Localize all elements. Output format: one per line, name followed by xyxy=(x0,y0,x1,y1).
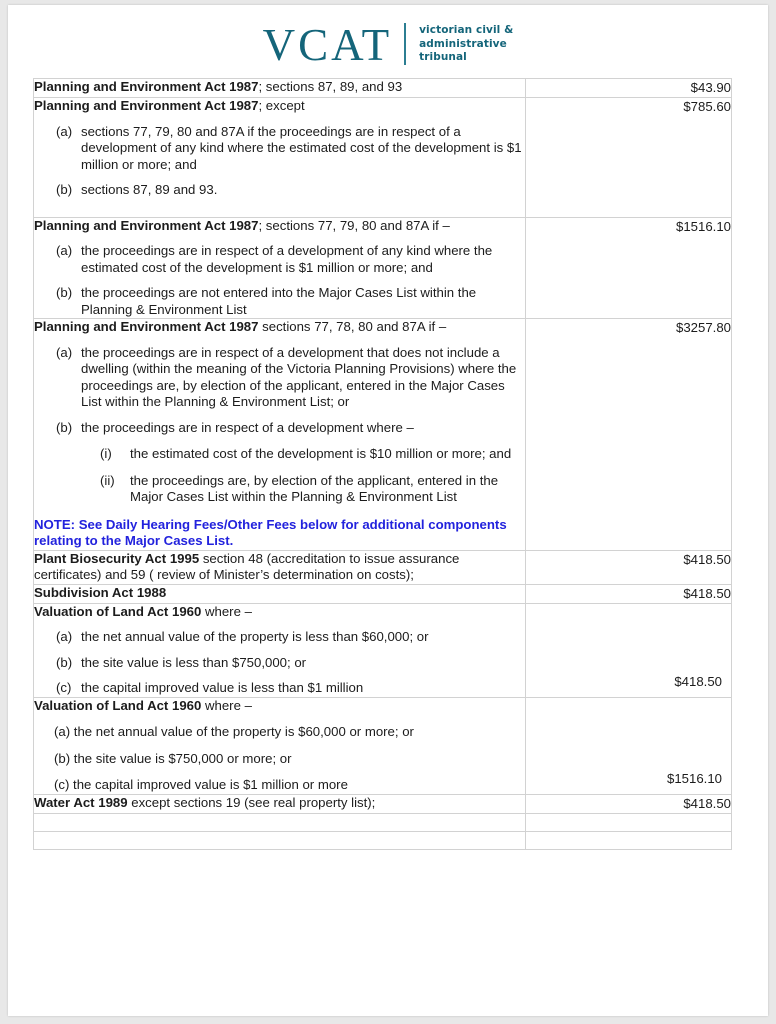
act-name: Planning and Environment Act 1987 xyxy=(34,98,259,113)
table-row xyxy=(34,319,732,551)
subclause-marker: (i) xyxy=(100,446,112,461)
clause-text: the proceedings are in respect of a development that does not include a dwelling (within the meaning of the Victoria Planning Provisions) where the proceedings are, by election of the applicant, entered in the Major Cases List within the Planning & Environment List; or xyxy=(81,344,517,409)
subclause-item xyxy=(34,446,525,463)
table-row xyxy=(34,79,732,98)
table-row xyxy=(34,550,732,584)
fee-amount-cell xyxy=(526,794,732,813)
fee-amount-cell xyxy=(526,98,732,218)
vcat-logo xyxy=(8,19,768,71)
clause-text: the proceedings are in respect of a development where – xyxy=(81,419,414,435)
act-name: Water Act 1989 xyxy=(34,794,128,810)
subclause-marker: (ii) xyxy=(100,472,115,488)
act-sections: section 48 (accreditation to issue assurance certificates) and 59 ( review of Minister’s determination on costs); xyxy=(34,550,460,582)
logo-tagline xyxy=(406,19,513,71)
clause-marker: (c) xyxy=(56,680,72,695)
clause-marker: (a) xyxy=(56,629,73,644)
clause-item xyxy=(34,345,525,411)
act-heading xyxy=(34,319,525,336)
logo-tagline-line-3: tribunal xyxy=(419,51,467,63)
row-spacer xyxy=(34,199,525,217)
act-heading xyxy=(34,551,525,584)
fee-amount: $3257.80 xyxy=(675,320,731,335)
fee-amount: $418.50 xyxy=(674,673,722,689)
fee-amount-cell xyxy=(526,831,732,849)
act-heading xyxy=(34,98,525,115)
act-name: Planning and Environment Act 1987 xyxy=(34,319,259,334)
document-page xyxy=(8,5,768,1016)
clause-item xyxy=(34,629,525,646)
fee-amount-cell xyxy=(526,813,732,831)
clause-marker: (a) xyxy=(56,344,73,360)
clause-item xyxy=(34,243,525,276)
clause-text: the capital improved value is less than $1 million xyxy=(81,680,364,695)
clause-marker: (b) xyxy=(56,419,73,435)
clause-marker: (b) xyxy=(56,285,73,300)
clause-item xyxy=(34,285,525,318)
act-sections: where – xyxy=(201,603,252,619)
fee-amount: $785.60 xyxy=(683,99,731,114)
fee-description-cell xyxy=(34,550,526,584)
table-row xyxy=(34,813,732,831)
act-sections: except sections 19 (see real property list); xyxy=(127,794,376,810)
table-row xyxy=(34,603,732,697)
fee-description-cell xyxy=(34,98,526,218)
act-heading xyxy=(34,79,525,96)
fee-description-cell xyxy=(34,697,526,794)
logo-tagline-line-2: administrative xyxy=(419,37,507,50)
act-name: Planning and Environment Act 1987 xyxy=(34,217,259,233)
subclause-text: the estimated cost of the development is $10 million or more; and xyxy=(130,446,512,461)
logo-tagline-line-1: victorian civil & xyxy=(419,24,514,36)
fee-description-cell xyxy=(34,794,526,813)
clause-text: sections 77, 79, 80 and 87A if the proceedings are in respect of a development of any kind where the estimated cost of the development is $1 million or more; and xyxy=(81,123,522,172)
fee-description-cell xyxy=(34,603,526,697)
fee-amount-cell xyxy=(526,319,732,551)
fee-amount-cell xyxy=(526,79,732,98)
clause-text: the net annual value of the property is less than $60,000; or xyxy=(81,629,429,644)
fee-description-cell xyxy=(34,584,526,603)
table-row xyxy=(34,794,732,813)
table-row xyxy=(34,217,732,319)
fee-schedule-table xyxy=(33,78,732,850)
act-name: Subdivision Act 1988 xyxy=(34,584,167,600)
fee-amount: $418.50 xyxy=(683,795,731,811)
fee-amount: $43.90 xyxy=(690,80,731,95)
clause-text: the proceedings are in respect of a development of any kind where the estimated cost of the development is $1 million or more; and xyxy=(81,243,493,275)
clause-marker: (a) xyxy=(56,243,73,258)
clause-item: (c) the capital improved value is $1 million or more xyxy=(54,777,348,792)
fee-amount-cell xyxy=(526,584,732,603)
clause-item xyxy=(34,420,525,437)
act-name: Valuation of Land Act 1960 xyxy=(34,603,202,619)
clause-item xyxy=(34,124,525,174)
fee-description-cell xyxy=(34,813,526,831)
table-row xyxy=(34,831,732,849)
act-heading xyxy=(34,795,525,812)
clause-marker: (a) xyxy=(56,123,73,139)
clause-item xyxy=(34,680,525,697)
fee-description-cell xyxy=(34,831,526,849)
act-heading xyxy=(34,585,525,602)
act-heading xyxy=(34,218,525,235)
table-row xyxy=(34,98,732,218)
clause-item xyxy=(34,182,525,199)
clause-marker: (b) xyxy=(56,654,73,670)
subclause-text: the proceedings are, by election of the applicant, entered in the Major Cases List within the Planning & Environment List xyxy=(130,472,499,504)
table-row xyxy=(34,697,732,794)
clause-item: (b) the site value is $750,000 or more; or xyxy=(54,750,292,766)
fee-description-cell xyxy=(34,79,526,98)
act-name: Valuation of Land Act 1960 xyxy=(34,697,202,713)
table-row xyxy=(34,584,732,603)
act-sections: sections 77, 78, 80 and 87A if – xyxy=(258,319,447,334)
fee-description-cell xyxy=(34,319,526,551)
vcat-wordmark: VCAT xyxy=(262,20,393,70)
clause-item xyxy=(34,655,525,672)
fee-amount-cell xyxy=(526,603,732,697)
fee-amount-cell xyxy=(526,550,732,584)
clause-text: sections 87, 89 and 93. xyxy=(81,182,218,197)
fee-amount: $1516.10 xyxy=(675,218,731,234)
clause-marker: (b) xyxy=(56,182,73,197)
act-heading xyxy=(34,604,525,621)
act-name: Planning and Environment Act 1987 xyxy=(34,79,259,94)
clause-text: the site value is less than $750,000; or xyxy=(81,654,307,670)
act-name: Plant Biosecurity Act 1995 xyxy=(34,550,200,566)
act-heading xyxy=(34,698,525,715)
act-sections: ; except xyxy=(258,98,305,113)
fee-amount: $418.50 xyxy=(683,551,731,567)
act-sections: ; sections 77, 79, 80 and 87A if – xyxy=(258,217,450,233)
clause-item: (a) the net annual value of the property is $60,000 or more; or xyxy=(54,724,414,739)
fee-amount-cell xyxy=(526,217,732,319)
subclause-item xyxy=(34,473,525,506)
fee-description-cell xyxy=(34,217,526,319)
fee-amount: $418.50 xyxy=(683,585,731,601)
act-sections: where – xyxy=(201,697,252,713)
clause-text: the proceedings are not entered into the Major Cases List within the Planning & Environment List xyxy=(81,285,477,317)
fee-amount-cell xyxy=(526,697,732,794)
fee-amount: $1516.10 xyxy=(666,770,722,786)
major-cases-note: NOTE: See Daily Hearing Fees/Other Fees below for additional components relating to the Major Cases List. xyxy=(34,516,507,548)
act-sections: ; sections 87, 89, and 93 xyxy=(258,79,403,94)
